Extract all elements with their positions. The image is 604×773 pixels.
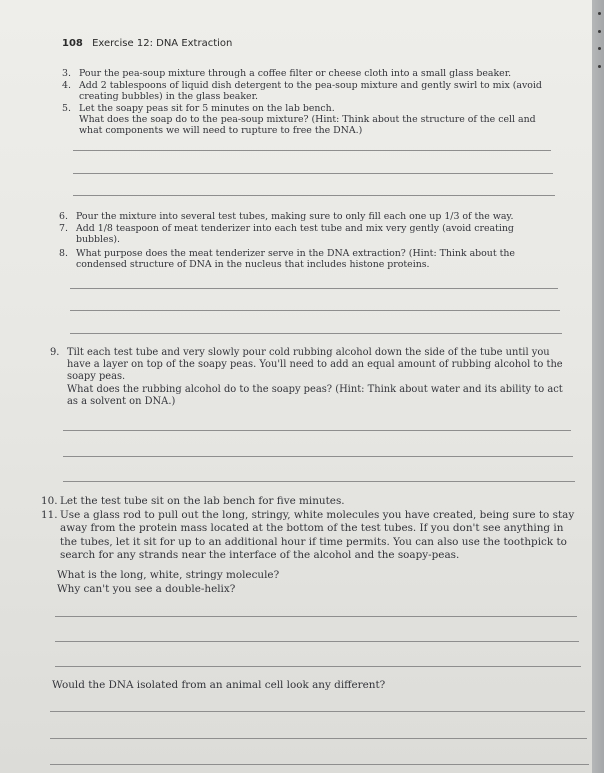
step-3 <box>62 68 549 79</box>
answer-line[interactable] <box>73 195 555 196</box>
binder-hole-icon <box>598 47 601 50</box>
answer-line[interactable] <box>50 711 585 712</box>
answer-line[interactable] <box>50 738 587 739</box>
step-number: 3. <box>62 68 71 79</box>
step-number: 6. <box>59 211 68 222</box>
exercise-title: Exercise 12: DNA Extraction <box>92 38 233 49</box>
answer-line[interactable] <box>63 430 571 431</box>
step-4 <box>62 80 549 102</box>
step-10 <box>41 495 580 508</box>
binder-hole-icon <box>598 12 601 15</box>
step-text: Add 1/8 teaspoon of meat tenderizer into each test tube and mix very gently (avoid creating bubbles). <box>76 223 514 245</box>
answer-line[interactable] <box>63 481 575 482</box>
answer-line[interactable] <box>50 764 589 765</box>
answer-line[interactable] <box>73 173 553 174</box>
step-8 <box>59 248 558 270</box>
question-molecule: What is the long, white, stringy molecule? <box>57 569 280 581</box>
step-number: 10. <box>41 495 58 507</box>
question-soap: What does the soap do to the pea-soup mixture? (Hint: Think about the structure of the cell and what components we will need to rupture to free the DNA.) <box>79 114 536 136</box>
answer-line[interactable] <box>55 641 579 642</box>
question-alcohol: What does the rubbing alcohol do to the soapy peas? (Hint: Think about water and its ability to act as a solvent on DNA.) <box>67 384 563 407</box>
binder-hole-icon <box>598 30 601 33</box>
step-9 <box>50 347 567 383</box>
step-11 <box>41 509 580 563</box>
question-double-helix: Why can't you see a double-helix? <box>57 583 236 595</box>
step-5 <box>62 103 549 114</box>
step-6 <box>59 211 558 222</box>
step-text: Pour the pea-soup mixture through a coffee filter or cheese cloth into a small glass beaker. <box>79 68 512 79</box>
step-number: 7. <box>59 223 68 234</box>
answer-line[interactable] <box>55 666 581 667</box>
step-text: Pour the mixture into several test tubes, making sure to only fill each one up 1/3 of the way. <box>76 211 514 222</box>
step-number: 11. <box>41 509 58 521</box>
step-number: 9. <box>50 347 60 358</box>
answer-line[interactable] <box>55 616 577 617</box>
binder-hole-icon <box>598 65 601 68</box>
step-number: 8. <box>59 248 68 259</box>
answer-line[interactable] <box>70 333 562 334</box>
step-text: Use a glass rod to pull out the long, stringy, white molecules you have created, being sure to stay away from the protein mass located at the bottom of the test tubes. If you don't see anything in the tubes, let it sit for up to an additional hour if time permits. You can also use the toothpick to search for any strands near the interface of the alcohol and the soapy-peas. <box>60 509 575 562</box>
page-number: 108 <box>62 38 83 49</box>
binder-edge <box>592 0 604 773</box>
question-animal-cell: Would the DNA isolated from an animal cell look any different? <box>52 679 386 691</box>
page-header <box>62 38 232 49</box>
step-text: Let the test tube sit on the lab bench for five minutes. <box>60 495 345 507</box>
step-number: 4. <box>62 80 71 91</box>
answer-line[interactable] <box>70 288 558 289</box>
step-text: What purpose does the meat tenderizer serve in the DNA extraction? (Hint: Think about the condensed structure of DNA in the nucleus that includes histone proteins. <box>76 248 515 270</box>
answer-line[interactable] <box>70 310 560 311</box>
answer-line[interactable] <box>63 456 573 457</box>
step-7 <box>59 223 558 245</box>
step-text: Add 2 tablespoons of liquid dish detergent to the pea-soup mixture and gently swirl to mix (avoid creating bubbles) in the glass beaker. <box>79 80 542 102</box>
answer-line[interactable] <box>73 150 551 151</box>
step-number: 5. <box>62 103 71 114</box>
step-text: Tilt each test tube and very slowly pour cold rubbing alcohol down the side of the tube until you have a layer on top of the soapy peas. You'll need to add an equal amount of rubbing alcohol to the soapy peas. <box>67 347 563 382</box>
step-text: Let the soapy peas sit for 5 minutes on the lab bench. <box>79 103 335 114</box>
